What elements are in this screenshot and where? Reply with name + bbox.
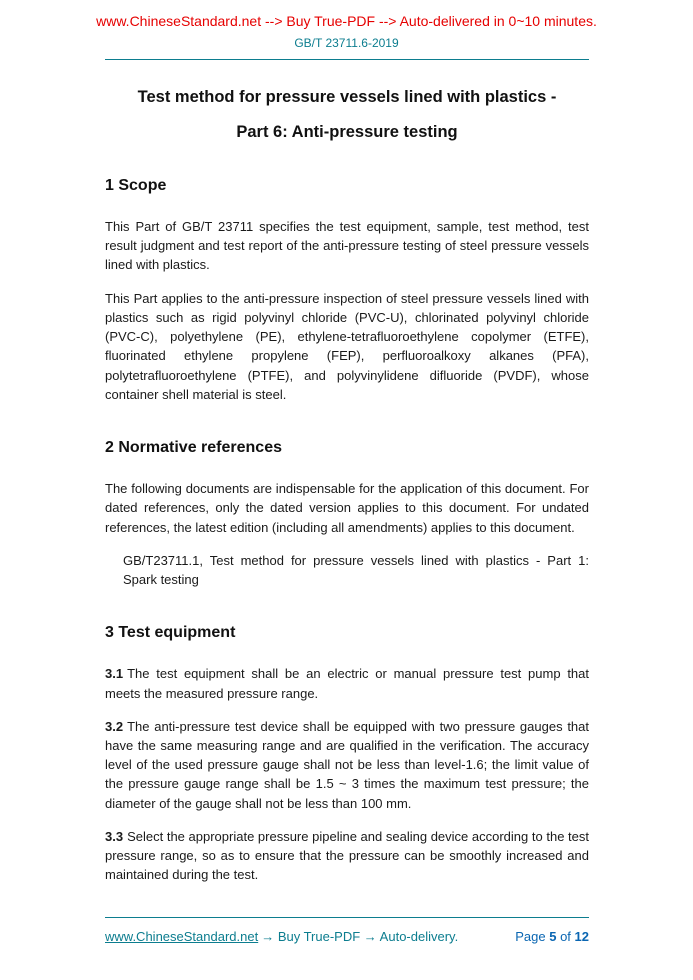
page-indicator-current: 5 [549,929,557,944]
footer-promo [105,929,458,944]
normative-references-paragraph: The following documents are indispensable for the application of this document. For dated references, only the dated version applies to this document. For undated references, the latest edition (including all amendments) applies to this document. [105,481,589,535]
clause-number-3-2: 3.2 [105,718,124,734]
promo-banner-link[interactable]: www.ChineseStandard.net --> Buy True-PDF --> Auto-delivered in 0~10 minutes. [96,13,597,29]
scope-paragraph-2: This Part applies to the anti-pressure inspection of steel pressure vessels lined with plastics such as rigid polyvinyl chloride (PVC-U), chlorinated polyvinyl chloride (PVC-C), polyethylene (PE), ethylene-tetrafluoroethylene copolymer (ETFE), fluorinated ethylene propylene (FEP), perfluoroalkoxy alkanes (PFA), polytetrafluoroethylene (PTFE), and polyvinylidene difluoride (PVDF), whose container shell material is steel. [105,290,589,402]
scope-paragraph-1: This Part of GB/T 23711 specifies the test equipment, sample, test method, test result judgment and test report of the anti-pressure testing of steel pressure vessels lined with plastics. [105,219,589,273]
clause-number-3-3: 3.3 [105,828,124,844]
normative-reference-entry: GB/T23711.1, Test method for pressure vessels lined with plastics - Part 1: Spark testing [123,552,589,588]
clause-text-3-3: Select the appropriate pressure pipeline and sealing device according to the test pressure range, so as to ensure that the pressure can be smoothly increased and maintained during the test. [105,828,589,883]
document-title-line1: Test method for pressure vessels lined with plastics - [137,88,557,106]
page-footer [105,917,589,944]
clause-3-1 [105,664,589,702]
clause-3-3 [105,827,589,885]
clause-3-2 [105,717,589,813]
footer-divider [105,917,589,918]
clause-number-3-1: 3.1 [105,666,124,682]
document-title-line2: Part 6: Anti-pressure testing [236,123,458,141]
clause-text-3-1: The test equipment shall be an electric or manual pressure test pump that meets the measured pressure range. [105,666,589,701]
page-header [0,0,693,50]
footer-tagline: → Buy True-PDF → Auto-delivery. [261,929,459,944]
section-heading-normative-references: 2 Normative references [105,439,282,457]
section-heading-scope: 1 Scope [105,177,167,194]
standard-code: GB/T 23711.6-2019 [294,36,399,50]
clause-text-3-2: The anti-pressure test device shall be equipped with two pressure gauges that have the same measuring range and are qualified in the verification. The accuracy level of the used pressure gauge shall not be less than level-1.6; the limit value of the pressure gauge range shall be 1.5 ~ 3 times the maximum test pressure; the diameter of the gauge shall not be less than 100 mm. [105,718,589,811]
page-indicator-label: Page [515,929,546,944]
page-indicator [515,929,589,944]
footer-site-link[interactable]: www.ChineseStandard.net [105,929,259,944]
document-body [0,177,693,885]
section-heading-test-equipment: 3 Test equipment [105,624,236,642]
document-title [105,88,589,142]
header-divider [105,59,589,60]
page-indicator-total: 12 [574,929,589,944]
page-indicator-of: of [560,929,571,944]
